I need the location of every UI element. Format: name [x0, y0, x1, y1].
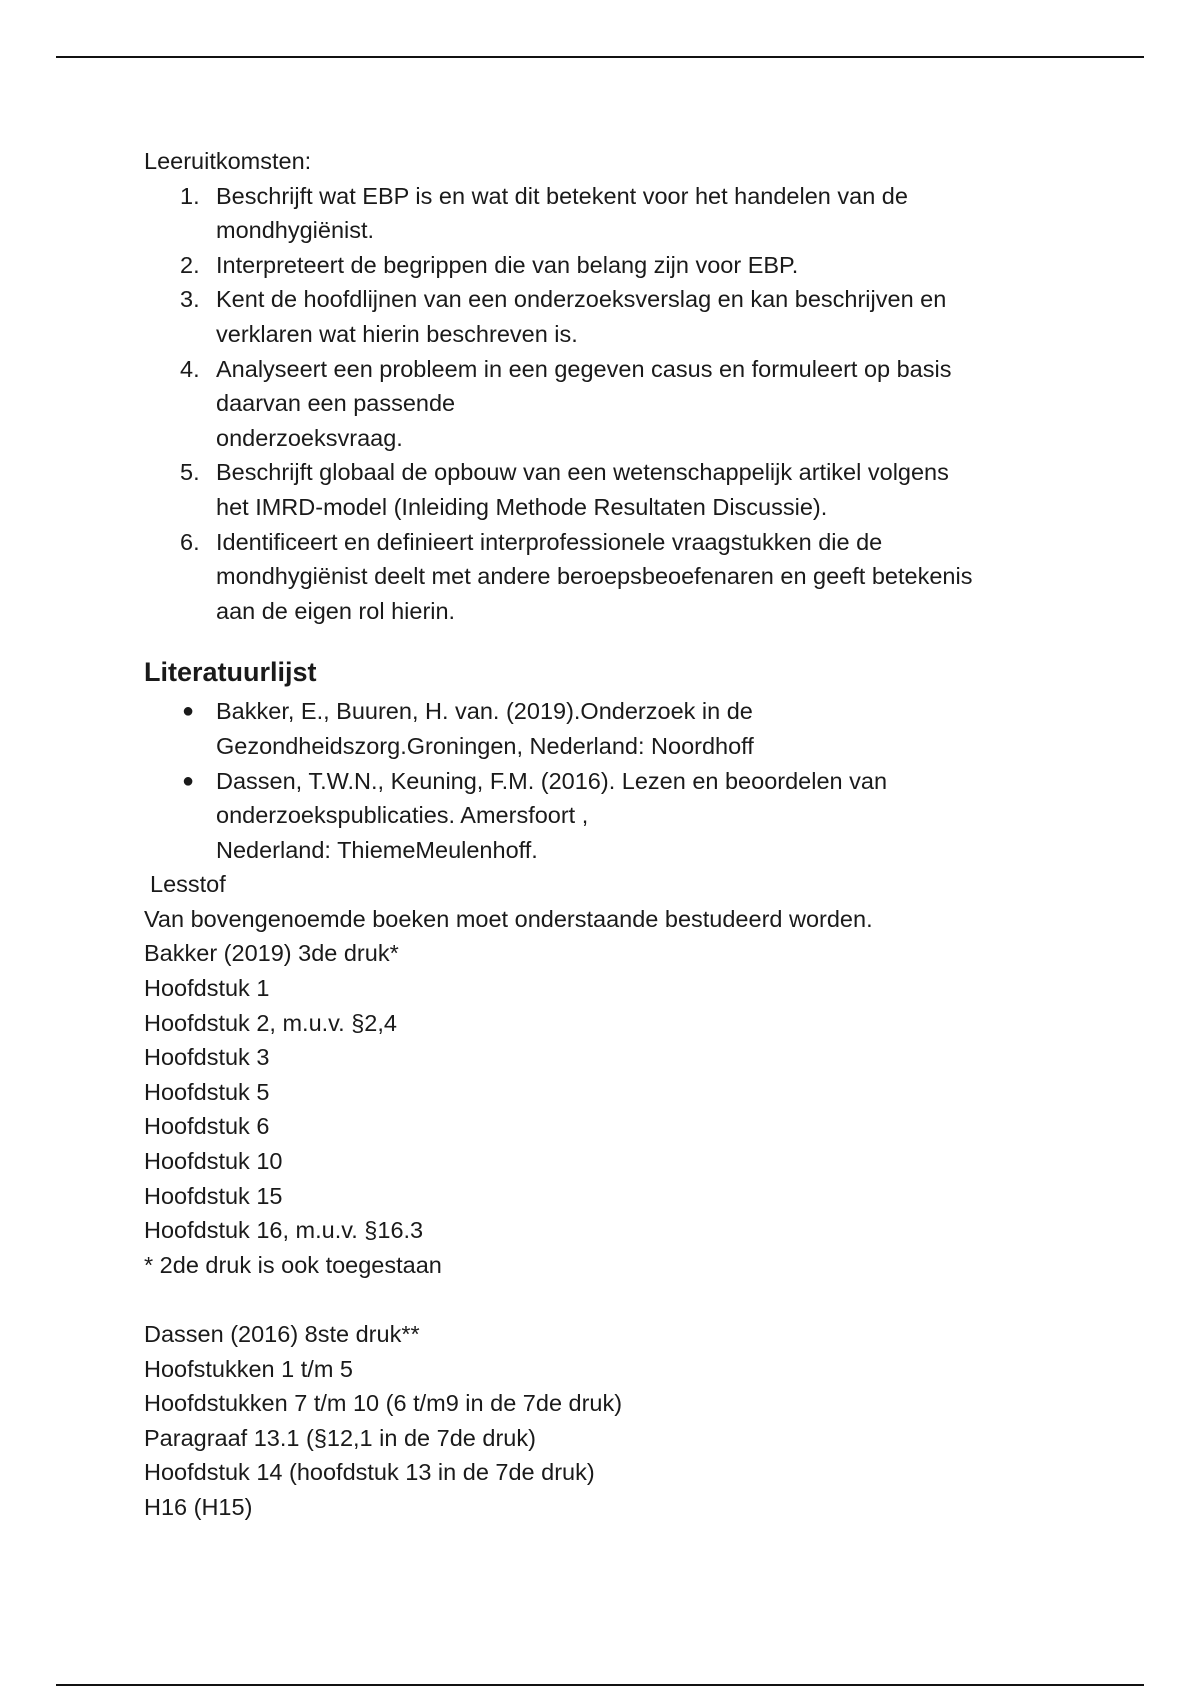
list-item [144, 352, 1104, 456]
list-item-text: Kent de hoofdlijnen van een onderzoeksverslag en kan beschrijven en [216, 286, 947, 313]
learning-outcomes-label: Leeruitkomsten: [144, 148, 312, 174]
chapter-line: Hoofstukken 1 t/m 5 [144, 1355, 353, 1382]
list-number: 3. [180, 286, 200, 313]
chapter-line: Hoofdstuk 16, m.u.v. §16.3 [144, 1217, 424, 1244]
reference-text: Nederland: ThiemeMeulenhoff. [216, 836, 538, 863]
bakker-note: * 2de druk is ook toegestaan [144, 1251, 442, 1278]
list-number: 4. [180, 355, 200, 382]
blank-line [144, 1282, 1104, 1317]
list-item [144, 764, 1104, 868]
lesstof-label: Lesstof [150, 871, 226, 898]
document-body [144, 144, 1104, 1525]
list-item [144, 282, 1104, 351]
chapter-line: H16 (H15) [144, 1493, 253, 1520]
header-rule [56, 56, 1144, 58]
list-item [144, 525, 1104, 629]
chapter-line: Hoofdstuk 2, m.u.v. §2,4 [144, 1009, 397, 1036]
list-item [144, 179, 1104, 248]
list-item-text: Identificeert en definieert interprofessionele vraagstukken die de [216, 528, 883, 555]
footer-rule [56, 1684, 1144, 1686]
chapter-line: Hoofdstuk 3 [144, 1044, 270, 1071]
literature-heading: Literatuurlijst [144, 657, 317, 688]
list-item-text: Interpreteert de begrippen die van belang zijn voor EBP. [216, 251, 799, 278]
reference-text: Bakker, E., Buuren, H. van. (2019).Onderzoek in de [216, 698, 753, 725]
list-number: 5. [180, 459, 200, 486]
list-item [144, 248, 1104, 283]
list-item-text: onderzoeksvraag. [216, 424, 403, 451]
bullet-icon: ● [182, 769, 195, 792]
learning-outcomes-list [144, 179, 1104, 629]
dassen-title: Dassen (2016) 8ste druk** [144, 1321, 420, 1347]
chapter-line: Hoofdstuk 5 [144, 1078, 270, 1105]
chapter-line: Paragraaf 13.1 (§12,1 in de 7de druk) [144, 1424, 536, 1451]
list-item-text: verklaren wat hierin beschreven is. [216, 320, 578, 347]
list-item-text: aan de eigen rol hierin. [216, 597, 456, 624]
list-number: 1. [180, 182, 200, 209]
bullet-icon: ● [182, 700, 195, 723]
literature-list [144, 694, 1104, 867]
reference-text: Gezondheidszorg.Groningen, Nederland: Noordhoff [216, 732, 754, 759]
reference-text: onderzoekspublicaties. Amersfoort , [216, 802, 589, 829]
chapter-line: Hoofdstuk 1 [144, 975, 270, 1002]
list-item-text: mondhygiënist. [216, 217, 375, 244]
chapter-line: Hoofdstuk 6 [144, 1113, 270, 1140]
chapter-line: Hoofdstuk 14 (hoofdstuk 13 in de 7de druk) [144, 1459, 595, 1486]
chapter-line: Hoofdstuk 15 [144, 1182, 283, 1209]
list-item-text: daarvan een passende [216, 390, 456, 417]
list-item-text: het IMRD-model (Inleiding Methode Resultaten Discussie). [216, 493, 828, 520]
list-item-text: Beschrijft wat EBP is en wat dit betekent voor het handelen van de [216, 182, 908, 209]
list-number: 6. [180, 528, 200, 555]
list-item-text: Beschrijft globaal de opbouw van een wetenschappelijk artikel volgens [216, 459, 949, 486]
list-item [144, 694, 1104, 763]
lesstof-intro: Van bovengenoemde boeken moet onderstaande bestudeerd worden. [144, 905, 873, 932]
reference-text: Dassen, T.W.N., Keuning, F.M. (2016). Lezen en beoordelen van [216, 767, 888, 794]
list-number: 2. [180, 251, 200, 278]
bakker-title: Bakker (2019) 3de druk* [144, 940, 399, 967]
chapter-line: Hoofdstuk 10 [144, 1148, 283, 1175]
list-item-text: mondhygiënist deelt met andere beroepsbeoefenaren en geeft betekenis [216, 563, 973, 590]
list-item-text: Analyseert een probleem in een gegeven casus en formuleert op basis [216, 355, 952, 382]
list-item [144, 455, 1104, 524]
chapter-line: Hoofdstukken 7 t/m 10 (6 t/m9 in de 7de druk) [144, 1390, 623, 1417]
